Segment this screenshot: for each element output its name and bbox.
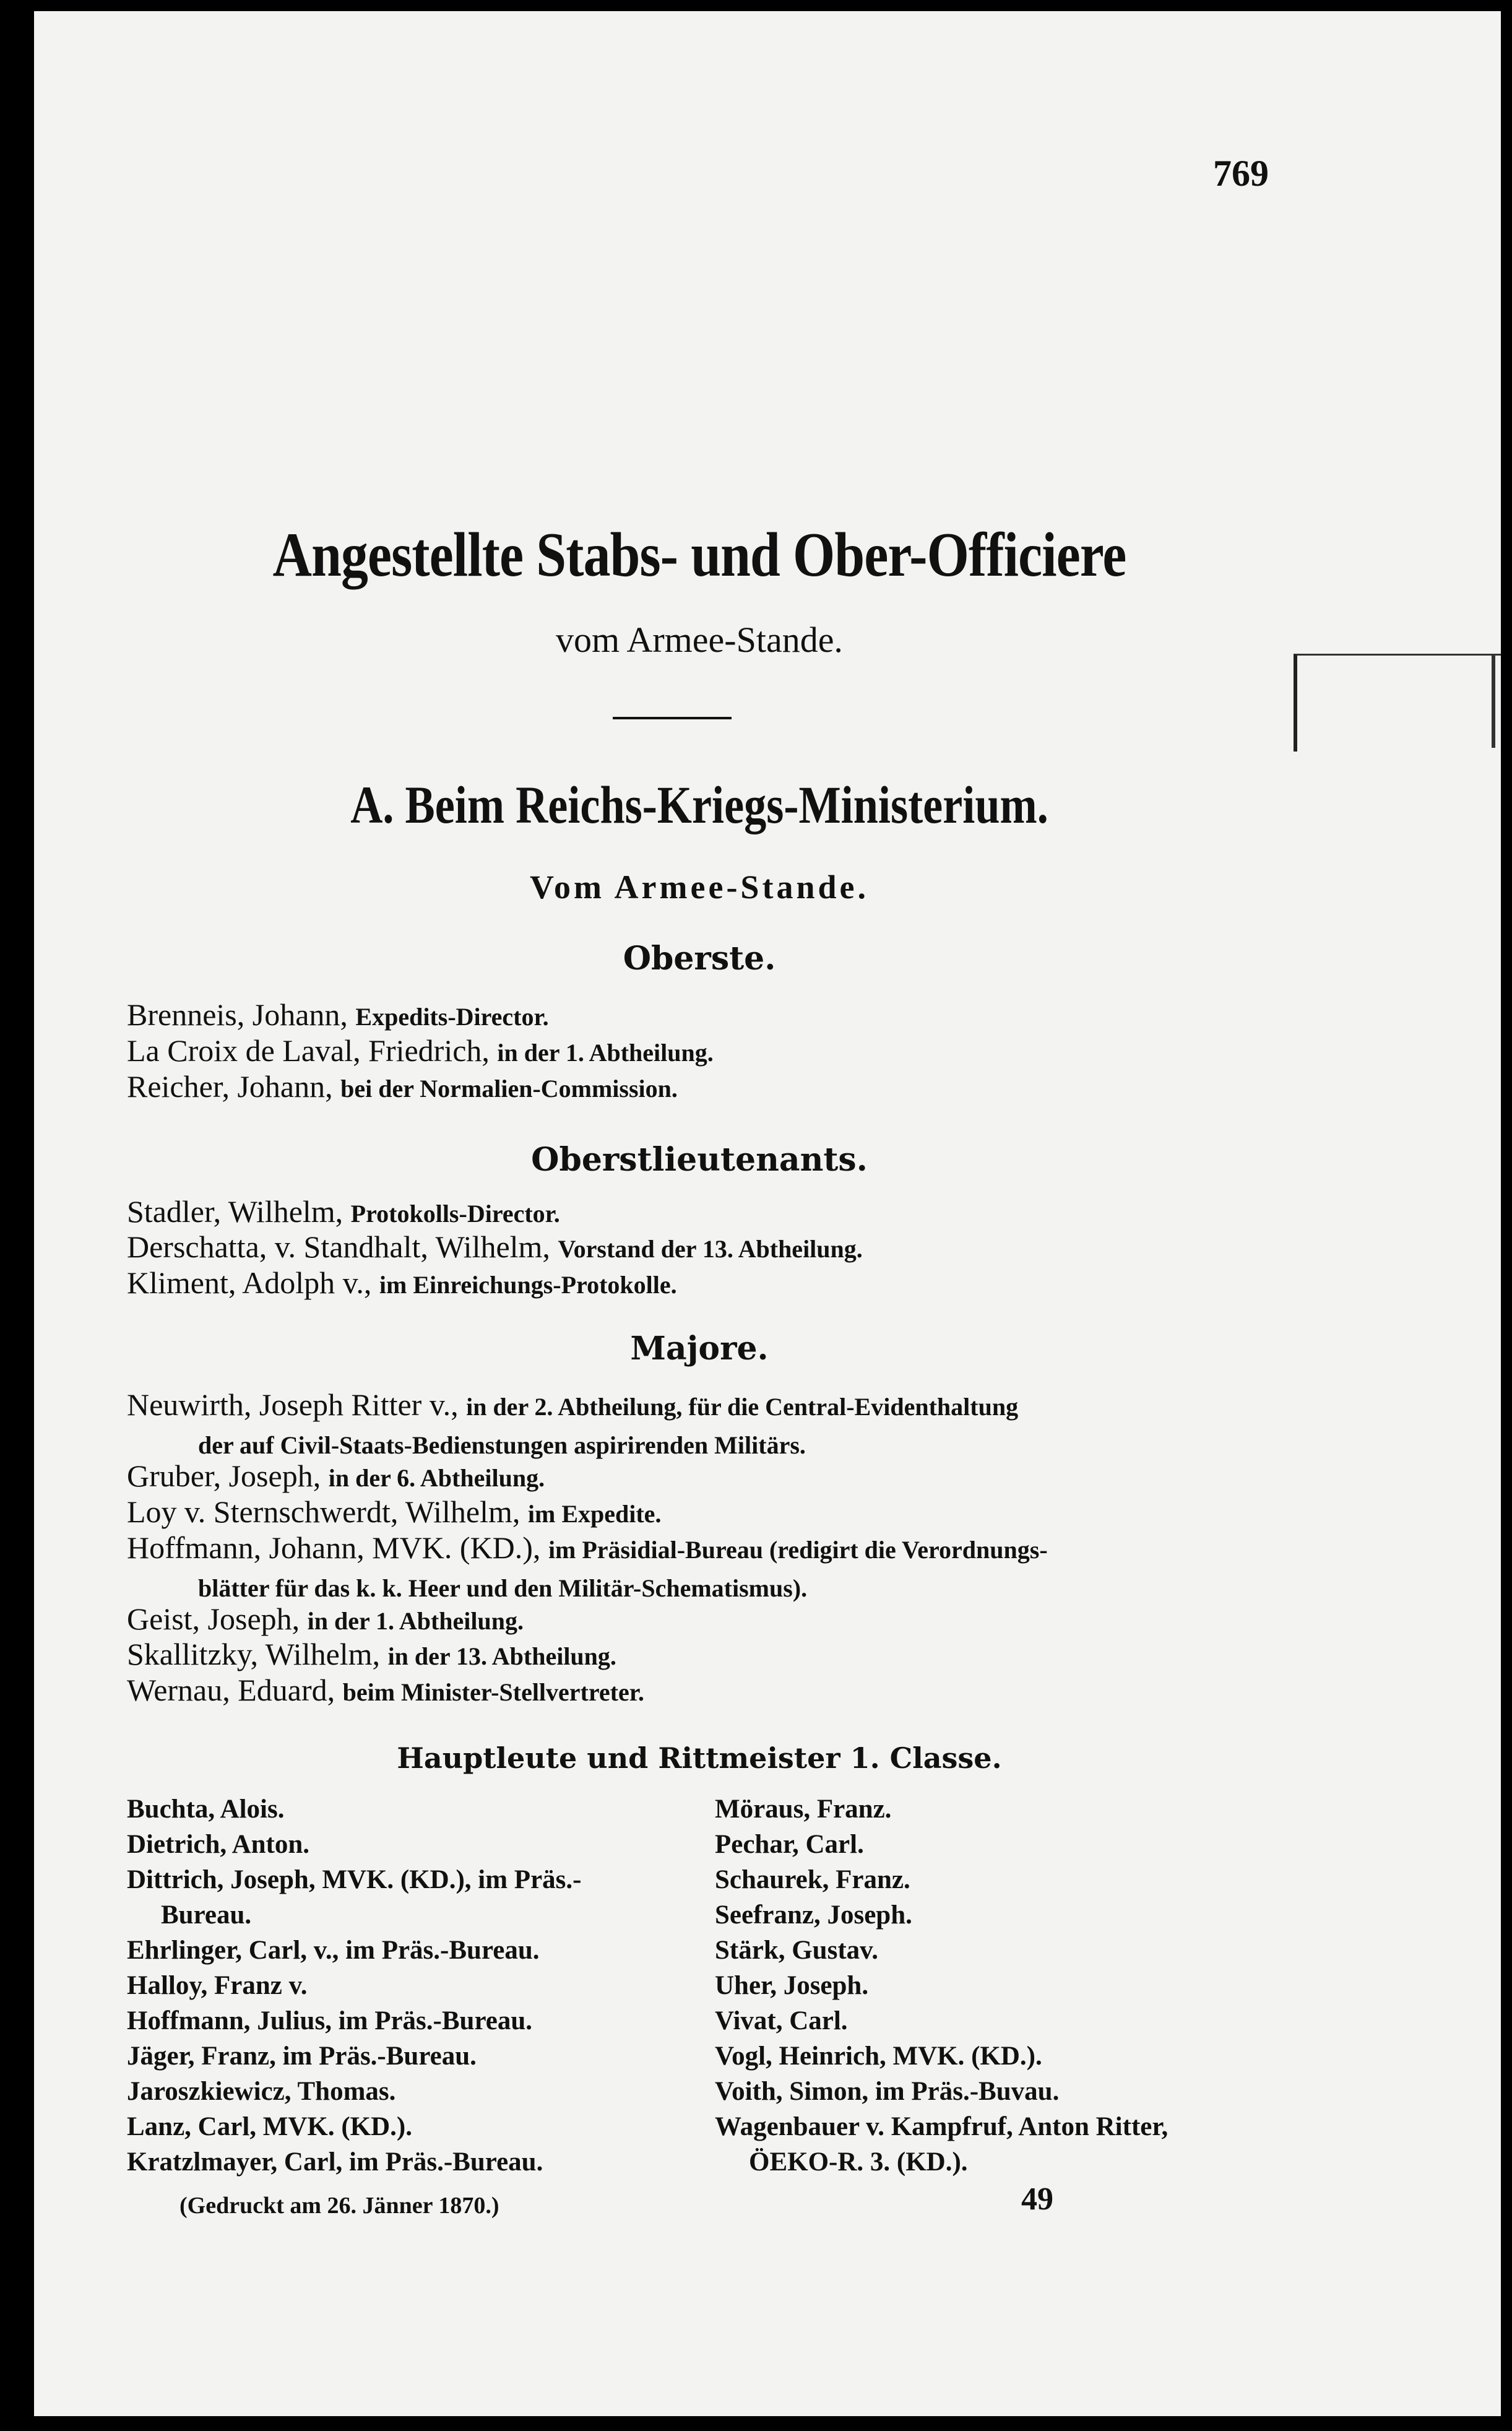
list-item: Brenneis, Johann, Expedits-Director. [127, 997, 549, 1032]
list-item: Kratzlmayer, Carl, im Präs.-Bureau. [127, 2147, 543, 2177]
list-item: Loy v. Sternschwerdt, Wilhelm, im Expedite. [127, 1494, 662, 1529]
list-item: Gruber, Joseph, in der 6. Abtheilung. [127, 1458, 545, 1493]
list-item: Jäger, Franz, im Präs.-Bureau. [127, 2042, 477, 2071]
page-subtitle: vom Armee-Stande. [556, 620, 843, 660]
document-page [34, 11, 1501, 2416]
list-item: Buchta, Alois. [127, 1795, 285, 1824]
list-item: Stadler, Wilhelm, Protokolls-Director. [127, 1194, 560, 1229]
list-item: Möraus, Franz. [715, 1795, 892, 1824]
list-item: Dittrich, Joseph, MVK. (KD.), im Präs.- [127, 1865, 582, 1894]
list-item: Hoffmann, Johann, MVK. (KD.), im Präsidial-Bureau (redigirt die Verordnungs- [127, 1530, 1048, 1565]
list-item: Stärk, Gustav. [715, 1936, 879, 1965]
hauptleute-heading: Hauptleute und Rittmeister 1. Classe. [397, 1741, 1002, 1775]
list-item: Derschatta, v. Standhalt, Wilhelm, Vorstand der 13. Abtheilung. [127, 1229, 863, 1264]
list-item: Geist, Joseph, in der 1. Abtheilung. [127, 1601, 524, 1636]
signature-number: 49 [1021, 2182, 1053, 2217]
list-item: Vogl, Heinrich, MVK. (KD.). [715, 2042, 1042, 2071]
list-item: Hoffmann, Julius, im Präs.-Bureau. [127, 2006, 533, 2035]
list-item-continuation: ÖEKO-R. 3. (KD.). [749, 2147, 968, 2177]
divider-rule [613, 717, 732, 719]
oberste-heading: Oberste. [623, 940, 776, 977]
page-number: 769 [1213, 153, 1269, 194]
list-item: Voith, Simon, im Präs.-Buvau. [715, 2077, 1060, 2106]
list-item: Vivat, Carl. [715, 2006, 848, 2035]
list-item: Halloy, Franz v. [127, 1971, 308, 2000]
print-date-note: (Gedruckt am 26. Jänner 1870.) [179, 2193, 499, 2219]
page-edge-line [1492, 655, 1495, 748]
list-item: Wagenbauer v. Kampfruf, Anton Ritter, [715, 2112, 1169, 2141]
section-a-subheading: Vom Armee-Stande. [530, 869, 869, 906]
majore-heading: Majore. [630, 1330, 769, 1367]
list-item-continuation: der auf Civil-Staats-Bedienstungen aspirirenden Militärs. [198, 1431, 806, 1459]
oberstlieutenants-heading: Oberstlieutenants. [531, 1141, 868, 1179]
list-item: Pechar, Carl. [715, 1830, 864, 1859]
list-item: Jaroszkiewicz, Thomas. [127, 2077, 396, 2106]
list-item: Schaurek, Franz. [715, 1865, 910, 1894]
list-item: Ehrlinger, Carl, v., im Präs.-Bureau. [127, 1936, 540, 1965]
list-item: Skallitzky, Wilhelm, in der 13. Abtheilung. [127, 1637, 616, 1671]
list-item-continuation: blätter für das k. k. Heer und den Militär-Schematismus). [198, 1574, 808, 1602]
section-a-heading: A. Beim Reichs-Kriegs-Ministerium. [350, 775, 1048, 834]
list-item-continuation: Bureau. [161, 1900, 252, 1930]
list-item: Lanz, Carl, MVK. (KD.). [127, 2112, 412, 2141]
list-item: Kliment, Adolph v., im Einreichungs-Protokolle. [127, 1265, 677, 1300]
list-item: Wernau, Eduard, beim Minister-Stellvertreter. [127, 1673, 644, 1707]
list-item: Reicher, Johann, bei der Normalien-Commission. [127, 1069, 678, 1104]
list-item: Dietrich, Anton. [127, 1830, 310, 1859]
list-item: Neuwirth, Joseph Ritter v., in der 2. Abtheilung, für die Central-Evidenthaltung [127, 1387, 1019, 1422]
page-tab-marker [1294, 654, 1501, 752]
page-title: Angestellte Stabs- und Ober-Officiere [272, 520, 1126, 590]
list-item: La Croix de Laval, Friedrich, in der 1. Abtheilung. [127, 1033, 714, 1068]
list-item: Uher, Joseph. [715, 1971, 869, 2000]
list-item: Seefranz, Joseph. [715, 1900, 912, 1930]
